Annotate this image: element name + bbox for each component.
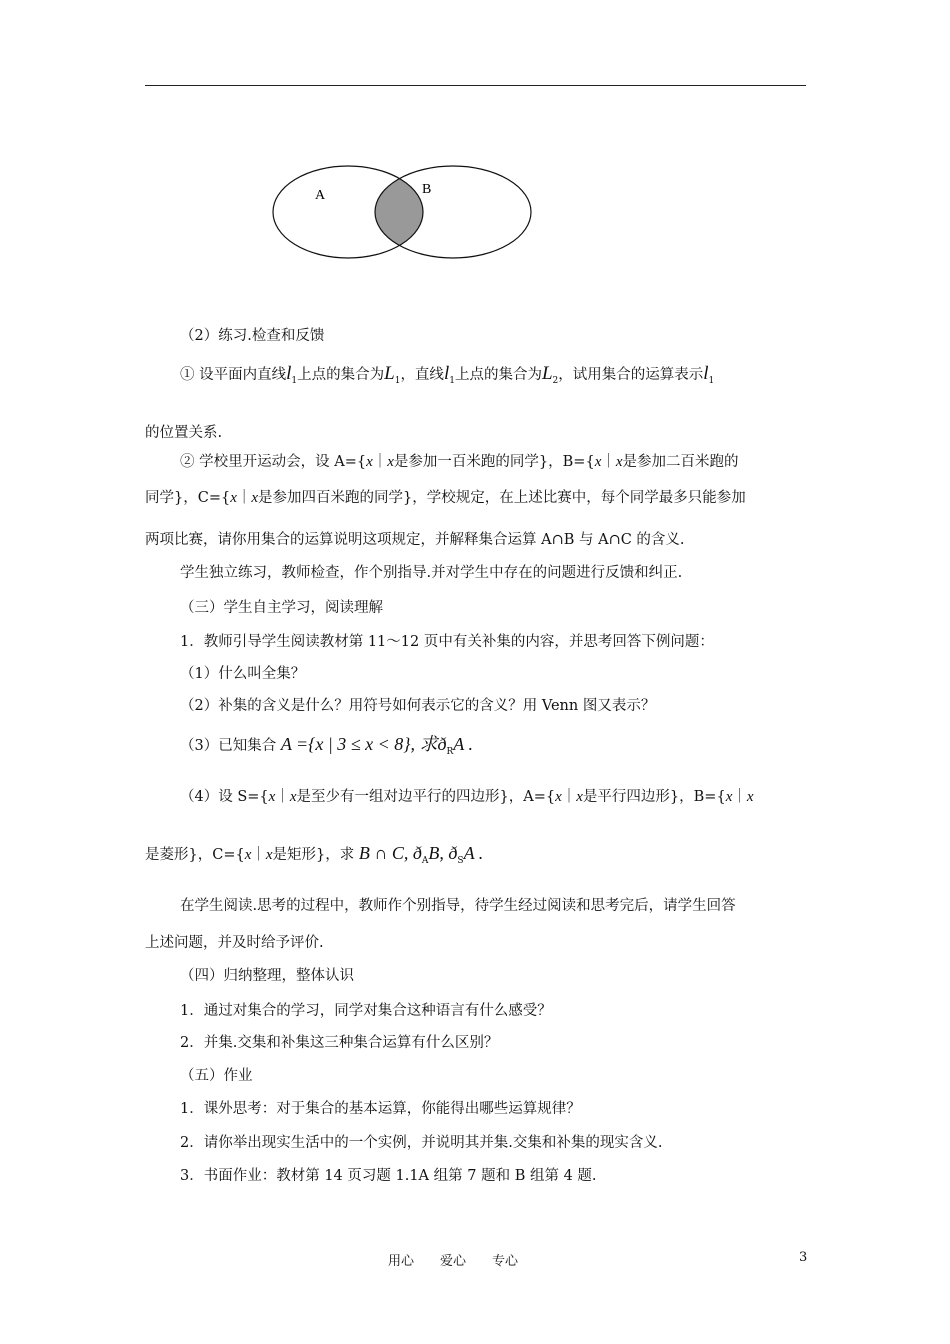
self-study-q1: （1）什么叫全集？ — [180, 666, 306, 682]
self-study-q3: （3）已知集合 A ={x | 3 ≤ x < 8}, 求$ð_RA$ . — [180, 734, 473, 757]
venn-label-b: B — [422, 182, 432, 197]
self-study-read-line2: 上述问题，并及时给予评价. — [145, 935, 324, 951]
venn-diagram — [268, 160, 538, 280]
practice-q2-line2: 同学}，C={x｜x是参加四百米跑的同学}，学校规定，在上述比赛中，每个同学最多只能参加 — [145, 490, 746, 506]
self-study-item1: 1．教师引导学生阅读教材第 11～12 页中有关补集的内容，并思考回答下例问题： — [180, 634, 714, 650]
footer-text: 用心 爱心 专心 — [388, 1254, 519, 1269]
self-study-heading: （三）学生自主学习，阅读理解 — [180, 600, 383, 616]
self-study-q4-line2: 是菱形}，C={x｜x是矩形}，求 B ∩ C, $ð_AB$, $ð_SA$ . — [145, 843, 484, 866]
summary-item2: 2．并集.交集和补集这三种集合运算有什么区别？ — [180, 1035, 499, 1051]
self-study-q4-line1: （4）设 S={x｜x是至少有一组对边平行的四边形}，A={x｜x是平行四边形}，B={x｜x — [180, 789, 754, 805]
page-number: 3 — [799, 1250, 808, 1265]
header-rule — [145, 85, 806, 86]
homework-item2: 2．请你举出现实生活中的一个实例，并说明其并集.交集和补集的现实含义. — [180, 1135, 663, 1151]
homework-item3: 3．书面作业：教材第 14 页习题 1.1A 组第 7 题和 B 组第 4 题. — [180, 1168, 597, 1184]
homework-item1: 1．课外思考：对于集合的基本运算，你能得出哪些运算规律？ — [180, 1101, 581, 1117]
practice-q2-line1: ② 学校里开运动会，设 A={x｜x是参加一百米跑的同学}，B={x｜x是参加二百米跑的 — [180, 454, 739, 470]
practice-q1: ① 设平面内直线$l_1$上点的集合为$L_1$，直线$l_1$上点的集合为$L_2$，试用集合的运算表示$l_1$ — [180, 363, 715, 386]
summary-item1: 1．通过对集合的学习，同学对集合这种语言有什么感受？ — [180, 1003, 552, 1019]
homework-heading: （五）作业 — [180, 1068, 253, 1084]
practice-note: 学生独立练习，教师检查，作个别指导.并对学生中存在的问题进行反馈和纠正. — [180, 565, 683, 581]
self-study-q2: （2）补集的含义是什么？用符号如何表示它的含义？用 Venn 图又表示？ — [180, 698, 656, 714]
summary-heading: （四）归纳整理，整体认识 — [180, 968, 354, 984]
practice-q1-end: 的位置关系. — [145, 425, 223, 441]
self-study-read-line1: 在学生阅读.思考的过程中，教师作个别指导，待学生经过阅读和思考完后，请学生回答 — [180, 898, 736, 914]
practice-heading: （2）练习.检查和反馈 — [180, 328, 325, 344]
venn-label-a: A — [315, 188, 326, 203]
practice-q2-line3: 两项比赛，请你用集合的运算说明这项规定，并解释集合运算 A∩B 与 A∩C 的含义. — [145, 532, 685, 548]
